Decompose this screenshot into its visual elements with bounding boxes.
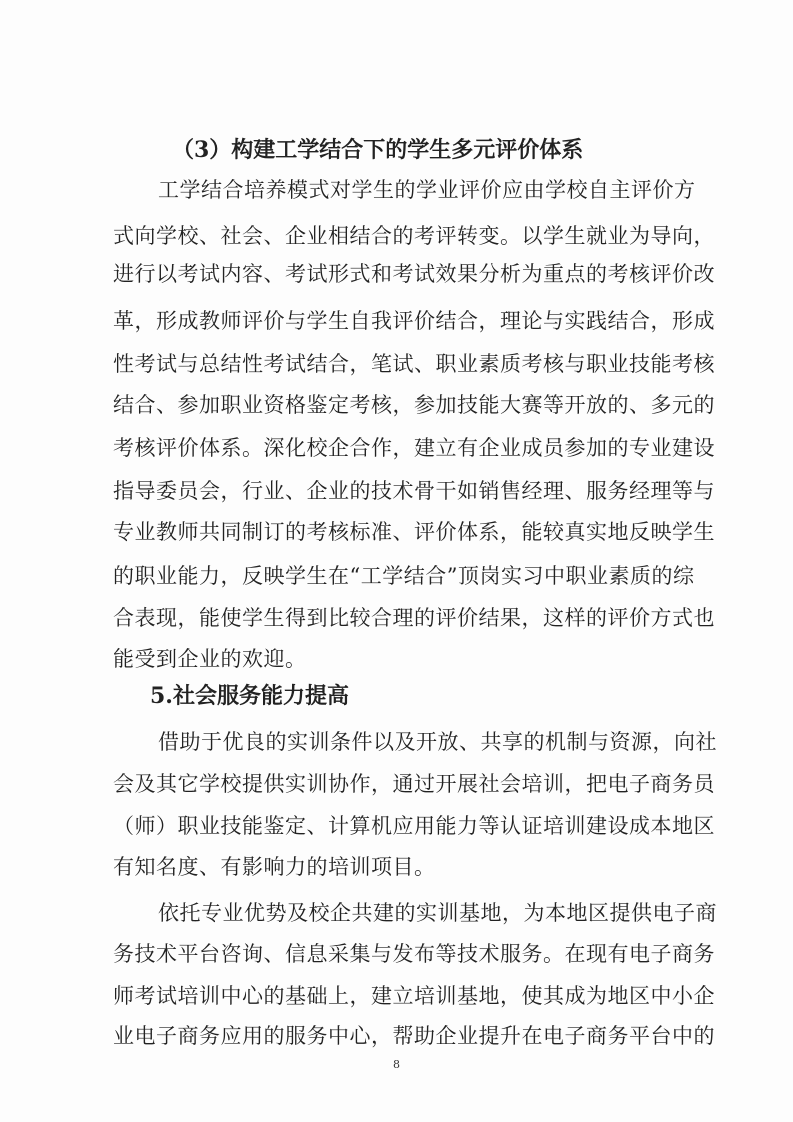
paragraph-line-last: 有知名度、有影响力的培训项目。 xyxy=(113,855,436,879)
paragraph-line: 指 导 委 员 会 ， 行 业 、 企 业 的 技 术 骨 干 如 销 售 经 理 、 服 务 经 理 等 与 xyxy=(113,479,715,503)
section-heading: （3）构建工学结合下的学生多元评价体系 xyxy=(172,137,584,163)
paragraph-line-last: 能受到企业的欢迎。 xyxy=(113,647,307,671)
paragraph-line: 考 核 评 价 体 系 。 深 化 校 企 合 作 ， 建 立 有 企 业 成 员 参 加 的 专 业 建 设 xyxy=(113,436,715,460)
paragraph-line: 专 业 教 师 共 同 制 订 的 考 核 标 准 、 评 价 体 系 ， 能 较 真 实 地 反 映 学 生 xyxy=(113,520,715,544)
section-heading: 5.社会服务能力提高 xyxy=(150,683,349,709)
paragraph-line: 的 职 业 能 力 ， 反 映 学 生 在 “ 工 学 结 合 ” 顶 岗 实 习 中 职 业 素 质 的 综 xyxy=(113,564,695,588)
paragraph-line: 工 学 结 合 培 养 模 式 对 学 生 的 学 业 评 价 应 由 学 校 自 主 评 价 方 xyxy=(158,178,696,202)
paragraph-line: 结 合 、 参 加 职 业 资 格 鉴 定 考 核 ， 参 加 技 能 大 赛 等 开 放 的 、 多 元 的 xyxy=(113,393,715,417)
paragraph-line: 革 ， 形 成 教 师 评 价 与 学 生 自 我 评 价 结 合 ， 理 论 与 实 践 结 合 ， 形 成 xyxy=(113,309,715,333)
paragraph-line: （ 师 ） 职 业 技 能 鉴 定 、 计 算 机 应 用 能 力 等 认 证 培 训 建 设 成 本 地 区 xyxy=(113,814,715,838)
paragraph-line: 借 助 于 优 良 的 实 训 条 件 以 及 开 放 、 共 享 的 机 制 与 资 源 ， 向 社 xyxy=(158,730,717,754)
paragraph-line: 依 托 专 业 优 势 及 校 企 共 建 的 实 训 基 地 ， 为 本 地 区 提 供 电 子 商 xyxy=(158,901,717,925)
paragraph-line: 进 行 以 考 试 内 容 、 考 试 形 式 和 考 试 效 果 分 析 为 重 点 的 考 核 评 价 改 xyxy=(113,262,715,286)
paragraph-line: 式 向 学 校 、 社 会 、 企 业 相 结 合 的 考 评 转 变 。 以 学 生 就 业 为 导 向 ， xyxy=(113,224,715,248)
paragraph-line: 务 技 术 平 台 咨 询 、 信 息 采 集 与 发 布 等 技 术 服 务 。 在 现 有 电 子 商 务 xyxy=(113,942,715,966)
paragraph-line: 师 考 试 培 训 中 心 的 基 础 上 ， 建 立 培 训 基 地 ， 使 其 成 为 地 区 中 小 企 xyxy=(113,984,715,1008)
paragraph-line: 性 考 试 与 总 结 性 考 试 结 合 ， 笔 试 、 职 业 素 质 考 核 与 职 业 技 能 考 核 xyxy=(113,352,715,376)
page-number: 8 xyxy=(393,1058,400,1071)
paragraph-line: 会 及 其 它 学 校 提 供 实 训 协 作 ， 通 过 开 展 社 会 培 训 ， 把 电 子 商 务 员 xyxy=(113,772,715,796)
paragraph-line: 业 电 子 商 务 应 用 的 服 务 中 心 ， 帮 助 企 业 提 升 在 电 子 商 务 平 台 中 的 xyxy=(113,1024,715,1048)
paragraph-line: 合 表 现 ， 能 使 学 生 得 到 比 较 合 理 的 评 价 结 果 ， 这 样 的 评 价 方 式 也 xyxy=(113,606,715,630)
